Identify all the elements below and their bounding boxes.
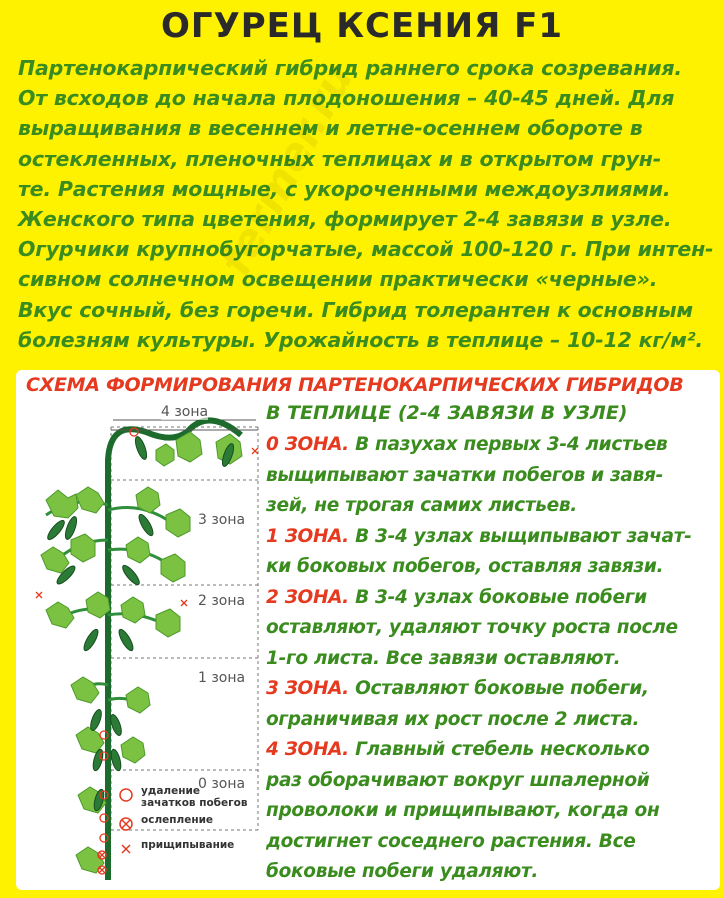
description [18, 53, 712, 355]
description-line: остекленных, пленочных теплицах и в открытом грун- [18, 146, 662, 171]
description-line: От всходов до начала плодоношения – 40-45 дней. Для [18, 86, 675, 111]
instruction-text: В 3-4 узлах выщипывают зачат- [348, 525, 692, 547]
legend-label: удаление зачатков побегов [141, 785, 248, 809]
legend-item [116, 839, 256, 859]
product-title: ОГУРЕЦ КСЕНИЯ F1 [160, 6, 564, 46]
instruction-line [266, 857, 714, 888]
description-line: выращивания в весеннем и летне-осеннем обороте в [18, 116, 643, 141]
legend-label: прищипывание [141, 839, 235, 851]
zone-heading: 3 ЗОНА. [266, 678, 349, 699]
crossed-circle-icon [116, 814, 136, 834]
instruction-text: 1-го листа. Все завязи оставляют. [266, 647, 621, 669]
zone-0-label: 0 зона [198, 776, 246, 792]
description-line: Женского типа цветения, формирует 2-4 завязи в узле. [18, 207, 672, 232]
zone-1-label: 1 зона [198, 670, 246, 686]
instruction-text: боковые побеги удаляют. [266, 861, 539, 882]
instruction-text: достигнет соседнего растения. Все [266, 830, 636, 852]
instruction-line [266, 430, 714, 461]
watermark: fermer.ru [210, 55, 364, 284]
instruction-text: раз оборачивают вокруг шпалерной [266, 769, 650, 791]
legend [116, 785, 256, 864]
instruction-line [266, 674, 714, 705]
ring-icon [116, 785, 136, 805]
instruction-text: ограничивая их рост после 2 листа. [266, 708, 640, 730]
instruction-line [266, 644, 714, 675]
zone-heading: 4 ЗОНА. [266, 739, 349, 760]
description-line: те. Растения мощные, с укороченными междоузлиями. [18, 176, 671, 201]
legend-item [116, 814, 256, 834]
instruction-text: Оставляют боковые побеги, [348, 678, 649, 699]
instruction-line [266, 766, 714, 797]
instruction-line [266, 613, 714, 644]
scheme-title: СХЕМА ФОРМИРОВАНИЯ ПАРТЕНОКАРПИЧЕСКИХ ГИБРИДОВ [26, 374, 684, 396]
instruction-line [266, 461, 714, 492]
instruction-text: зей, не трогая самих листьев. [266, 495, 578, 516]
instruction-line [266, 827, 714, 858]
zone-2-label: 2 зона [198, 593, 246, 609]
description-line: Вкус сочный, без горечи. Гибрид толерантен к основным [18, 297, 693, 322]
zone-3-label: 3 зона [198, 512, 246, 528]
zone-heading: 1 ЗОНА. [266, 525, 349, 547]
description-line: болезням культуры. Урожайность в теплице – 10-12 кг/м². [18, 327, 704, 352]
instruction-text: проволоки и прищипывают, когда он [266, 800, 660, 821]
legend-label: ослепление [141, 814, 214, 826]
scheme-panel [16, 370, 720, 890]
instruction-text: Главный стебель несколько [348, 739, 650, 760]
instruction-line [266, 735, 714, 766]
legend-item [116, 785, 256, 809]
instruction-text: выщипывают зачатки побегов и завя- [266, 464, 663, 486]
instruction-line [266, 522, 714, 553]
description-line: сивном солнечном освещении практически «черные». [18, 267, 658, 292]
zone-instructions [266, 430, 714, 888]
instruction-line [266, 491, 714, 522]
instruction-text: оставляют, удаляют точку роста после [266, 617, 678, 638]
description-line: Огурчики крупнобугорчатые, массой 100-120 г. При интен- [18, 237, 714, 262]
zone-4-label: 4 зона [161, 404, 209, 420]
instruction-line [266, 552, 714, 583]
instruction-text: ки боковых побегов, оставляя завязи. [266, 556, 664, 577]
instruction-text: В 3-4 узлах боковые побеги [348, 586, 647, 608]
cross-icon [116, 839, 136, 859]
zone-heading: 0 ЗОНА. [266, 434, 349, 455]
instruction-text: В пазухах первых 3-4 листьев [348, 434, 668, 455]
zone-heading: 2 ЗОНА. [266, 586, 349, 608]
instruction-line [266, 705, 714, 736]
description-line: Партенокарпический гибрид раннего срока созревания. [18, 56, 682, 80]
instruction-line [266, 583, 714, 614]
instruction-line [266, 796, 714, 827]
scheme-subtitle: В ТЕПЛИЦЕ (2-4 ЗАВЯЗИ В УЗЛЕ) [266, 402, 628, 424]
